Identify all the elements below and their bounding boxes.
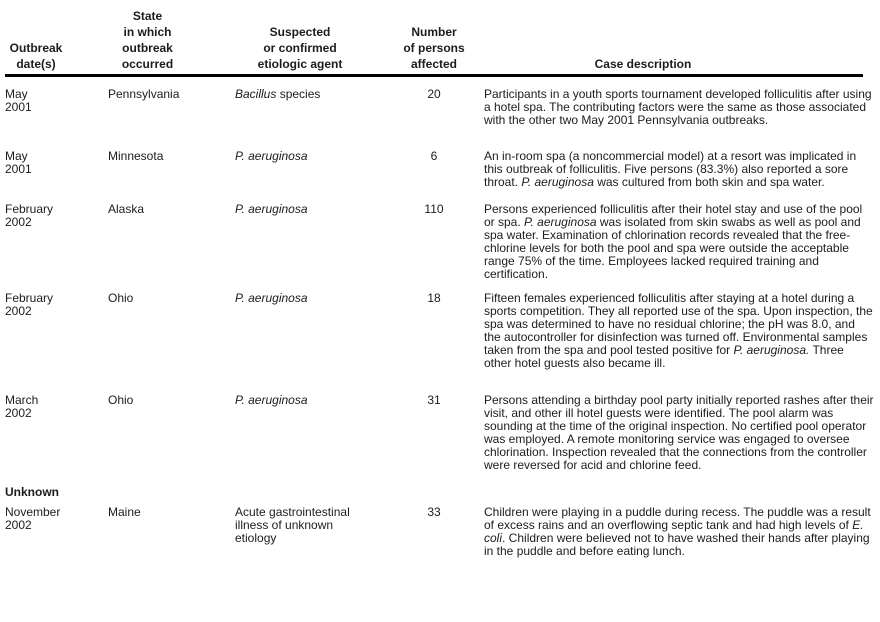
column-header-case-description	[473, 56, 874, 72]
column-header-persons-affected	[395, 24, 473, 72]
italic-organism-name: P. aeruginosa	[235, 149, 308, 163]
text-segment: Participants in a youth sports tournament developed folliculitis after using a hotel spa. The contributing factors were the same as those associated with the other two May 2001 Pennsylvania outbreaks.	[484, 87, 872, 127]
case-description-cell	[473, 203, 874, 281]
agent-text	[235, 150, 355, 163]
agent-cell	[235, 292, 395, 305]
text-segment: An in-room spa (a noncommercial model) at a resort was implicated in this outbreak of folliculitis. Five persons (83.3%) also reported a sore throat.	[484, 149, 857, 189]
date-line: 2002	[5, 518, 32, 532]
text-segment: Three other hotel guests also became ill.	[484, 343, 844, 370]
state-cell: Maine	[108, 505, 141, 519]
text-segment: was isolated from skin swabs as well as pool and spa water. Examination of chlorination records revealed that the free-chlorine levels for both the pool and spa were outside the acceptable range 75% of the time. Employees lacked required training and certification.	[484, 215, 861, 281]
header-line: State	[132, 9, 163, 23]
state-cell: Pennsylvania	[108, 87, 180, 101]
affected-count-cell: 18	[427, 291, 441, 305]
text-segment: . Children were believed not to have washed their hands after playing in the puddle and before eating lunch.	[484, 531, 870, 558]
affected-count-cell: 33	[427, 505, 441, 519]
date-line: 2002	[5, 215, 32, 229]
case-description-cell	[473, 150, 874, 189]
agent-text	[235, 292, 355, 305]
agent-cell	[235, 394, 395, 407]
italic-organism-name: P. aeruginosa	[235, 202, 308, 216]
agent-cell	[235, 203, 395, 216]
italic-organism-name: P. aeruginosa.	[733, 343, 810, 357]
text-segment: Acute gastrointestinal illness of unknown etiology	[235, 505, 350, 545]
agent-cell	[235, 150, 395, 163]
column-header-etiologic-agent	[235, 24, 395, 72]
header-line: Outbreak	[9, 41, 63, 55]
case-description-cell	[473, 88, 874, 127]
text-segment: was cultured from both skin and spa water.	[593, 175, 825, 189]
outbreak-date-cell	[5, 150, 108, 176]
table-row	[5, 203, 874, 281]
italic-organism-name: Bacillus	[235, 87, 277, 101]
header-line: affected	[410, 57, 457, 71]
italic-organism-name: P. aeruginosa	[235, 393, 308, 407]
column-header-outbreak-dates	[5, 40, 67, 72]
agent-text	[235, 394, 355, 407]
column-header-state	[108, 8, 235, 72]
header-line: Number	[411, 25, 457, 39]
outbreak-date-cell	[5, 394, 108, 420]
table-row	[5, 394, 874, 472]
affected-count-cell: 6	[430, 149, 438, 163]
text-segment: Children were playing in a puddle during recess. The puddle was a result of excess rains and an overflowing septic tank and had high levels of	[484, 505, 871, 532]
agent-text	[235, 506, 355, 545]
date-line: February	[5, 291, 54, 305]
italic-organism-name: E. coli	[484, 518, 864, 545]
state-cell: Ohio	[108, 291, 134, 305]
date-line: March	[5, 393, 39, 407]
date-line: 2001	[5, 100, 32, 114]
italic-organism-name: P. aeruginosa	[235, 291, 308, 305]
state-cell: Minnesota	[108, 149, 164, 163]
date-line: 2001	[5, 162, 32, 176]
agent-text	[235, 88, 355, 101]
header-line: Suspected	[269, 25, 331, 39]
date-line: February	[5, 202, 54, 216]
text-segment: Persons attending a birthday pool party initially reported rashes after their visit, and other ill hotel guests were identified. The pool alarm was sounding at the time of the original inspection. No certified pool operator was employed. A remote monitoring service was engaged to oversee chlorination. Inspection revealed that the connections from the controller were reversed for acid and chlorine feed.	[484, 393, 874, 472]
agent-text	[235, 203, 355, 216]
outbreak-date-cell	[5, 88, 108, 114]
date-line: 2002	[5, 406, 32, 420]
case-description-cell	[473, 394, 874, 472]
section-label-unknown: Unknown	[5, 485, 59, 499]
header-line: of persons	[403, 41, 465, 55]
header-line: etiologic agent	[257, 57, 343, 71]
case-description-cell	[473, 292, 874, 370]
date-line: May	[5, 87, 28, 101]
state-cell: Alaska	[108, 202, 145, 216]
date-line: May	[5, 149, 28, 163]
header-line: outbreak	[122, 41, 173, 55]
agent-cell	[235, 506, 395, 545]
header-line: or confirmed	[263, 41, 337, 55]
text-segment: Fifteen females experienced folliculitis after staying at a hotel during a sports competition. They all reported use of the spa. Upon inspection, the spa was determined to have no residual chlorine; the pH was 8.0, and the autocontroller for disinfection was turned off. Environmental samples taken from the spa and pool tested positive for	[484, 291, 873, 357]
italic-organism-name: P. aeruginosa	[521, 175, 594, 189]
table-body	[5, 77, 874, 558]
header-line: date(s)	[16, 57, 56, 71]
affected-count-cell: 110	[424, 202, 444, 216]
table-row	[5, 506, 874, 558]
header-line: occurred	[121, 57, 174, 71]
text-segment: species	[276, 87, 321, 101]
header-line: Case description	[594, 57, 692, 71]
case-description-cell	[473, 506, 874, 558]
outbreak-date-cell	[5, 203, 108, 229]
table-row	[5, 88, 874, 127]
outbreak-date-cell	[5, 292, 108, 318]
table-row	[5, 292, 874, 370]
header-line: in which	[123, 25, 172, 39]
date-line: November	[5, 505, 61, 519]
outbreak-date-cell	[5, 506, 108, 532]
table-row	[5, 150, 874, 189]
date-line: 2002	[5, 304, 32, 318]
state-cell: Ohio	[108, 393, 134, 407]
affected-count-cell: 31	[427, 393, 441, 407]
affected-count-cell: 20	[427, 87, 441, 101]
text-segment: Persons experienced folliculitis after their hotel stay and use of the pool or spa.	[484, 202, 863, 229]
italic-organism-name: P. aeruginosa	[524, 215, 597, 229]
table-header-row	[5, 0, 874, 72]
agent-cell	[235, 88, 395, 101]
